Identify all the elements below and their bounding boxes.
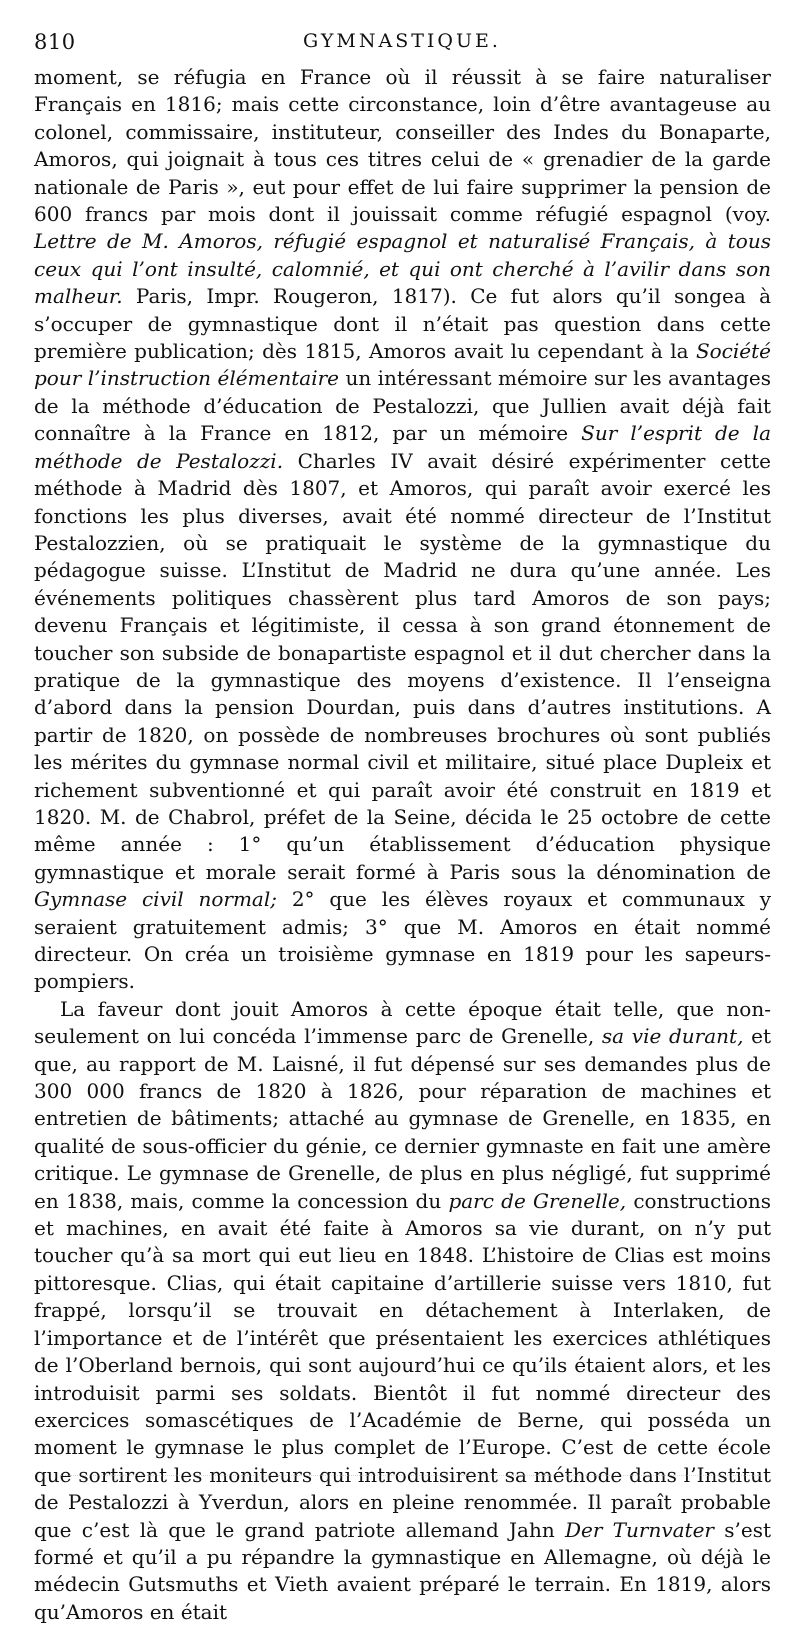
page-header: [34, 30, 770, 56]
italic-text-segment: Société pour l’instruction élémentaire: [34, 339, 771, 391]
body-text: [34, 64, 771, 1626]
italic-text-segment: sa vie durant,: [601, 1024, 744, 1049]
italic-text-segment: Der Turnvater: [564, 1517, 714, 1542]
paragraph: [34, 996, 771, 1626]
text-segment: La faveur dont jouit Amoros à cette époque était telle, que non-seulement on lui concéda l’immense parc de Grenelle,: [34, 996, 771, 1049]
italic-text-segment: Sur l’esprit de la méthode de Pestalozzi.: [34, 421, 771, 473]
text-segment: s’est formé et qu’il a pu répandre la gymnastique en Allemagne, où déjà le médecin Gutsmuths et Vieth avaient préparé le terrain. En 1819, alors qu’Amoros en était: [34, 1517, 772, 1624]
paragraph: [34, 64, 771, 996]
text-segment: 2° que les élèves royaux et communaux y seraient gratuitement admis; 3° que M. Amoros en était nommé directeur. On créa un troisième gymnase en 1819 pour les sapeurs-pompiers.: [34, 887, 771, 994]
text-segment: Charles IV avait désiré expérimenter cette méthode à Madrid dès 1807, et Amoros, qui paraît avoir exercé les fonctions les plus diverses, avait été nommé directeur de l’Institut Pestalozzien, où se pratiquait le système de la gymnastique du pédagogue suisse. L’Institut de Madrid ne dura qu’une année. Les événements politiques chassèrent plus tard Amoros de son pays; devenu Français et légitimiste, il cessa à son grand étonnement de toucher son subside de bonapartiste espagnol et il dut chercher dans la pratique de la gymnastique des moyens d’existence. Il l’enseigna d’abord dans la pension Dourdan, puis dans d’autres institutions. A partir de 1820, on possède de nombreuses brochures où sont publiés les mérites du gymnase normal civil et militaire, situé place Dupleix et richement subventionné et qui paraît avoir été construit en 1819 et 1820. M. de Chabrol, préfet de la Seine, décida le 25 octobre de cette même année : 1° qu’un établissement d’éducation physique gymnastique et morale serait formé à Paris sous la dénomination de: [34, 448, 772, 884]
scan-artifact-line: [60, 1475, 760, 1482]
text-segment: et que, au rapport de M. Laisné, il fut dépensé sur ses demandes plus de 300 000 francs de 1820 à 1826, pour réparation de machines et entretien de bâtiments; attaché au gymnase de Grenelle, en 1835, en qualité de sous-officier du génie, ce dernier gymnaste en fait une amère critique. Le gymnase de Grenelle, de plus en plus négligé, fut supprimé en 1838, mais, comme la concession du: [34, 1024, 771, 1213]
italic-text-segment: Lettre de M. Amoros, réfugié espagnol et naturalisé Français, à tous ceux qui l’ont insulté, calomnié, et qui ont cherché à l’avilir dans son malheur.: [34, 229, 771, 309]
text-segment: Paris, Impr. Rougeron, 1817). Ce fut alors qu’il songea à s’occuper de gymnastique dont il n’était pas question dans cette première publication; dès 1815, Amoros avait lu cependant à la: [34, 284, 771, 364]
italic-text-segment: parc de Grenelle,: [448, 1188, 627, 1213]
running-title: GYMNASTIQUE.: [303, 30, 501, 52]
text-segment: un intéressant mémoire sur les avantages de la méthode d’éducation de Pestalozzi, que Jullien avait déjà fait connaître à la France en 1812, par un mémoire: [34, 366, 771, 446]
text-segment: moment, se réfugia en France où il réussit à se faire naturaliser Français en 1816; mais cette circonstance, loin d’être avantageuse au colonel, commissaire, instituteur, conseiller des Indes du Bonaparte, Amoros, qui joignait à tous ces titres celui de « grenadier de la garde nationale de Paris », eut pour effet de lui faire supprimer la pension de 600 francs par mois dont il jouissait comme réfugié espagnol (voy.: [34, 65, 771, 227]
text-segment: constructions et machines, en avait été faite à Amoros sa vie durant, on n’y put toucher qu’à sa mort qui eut lieu en 1848. L’histoire de Clias est moins pittoresque. Clias, qui était capitaine d’artillerie suisse vers 1810, fut frappé, lorsqu’il se trouvait en détachement à Interlaken, de l’importance et de l’intérêt que présentaient les exercices athlétiques de l’Oberland bernois, qui sont aujourd’hui ce qu’ils étaient alors, et les introduisit parmi ses soldats. Bientôt il fut nommé directeur des exercices somascétiques de l’Académie de Berne, qui posséda un moment le gymnase le plus complet de l’Europe. C’est de cette école que sortirent les moniteurs qui introduisirent sa méthode dans l’Institut de Pestalozzi à Yverdun, alors en pleine renommée. Il paraît probable que c’est là que le grand patriote allemand Jahn: [34, 1188, 771, 1542]
italic-text-segment: Gymnase civil normal;: [34, 887, 277, 912]
page-number: 810: [34, 30, 76, 54]
